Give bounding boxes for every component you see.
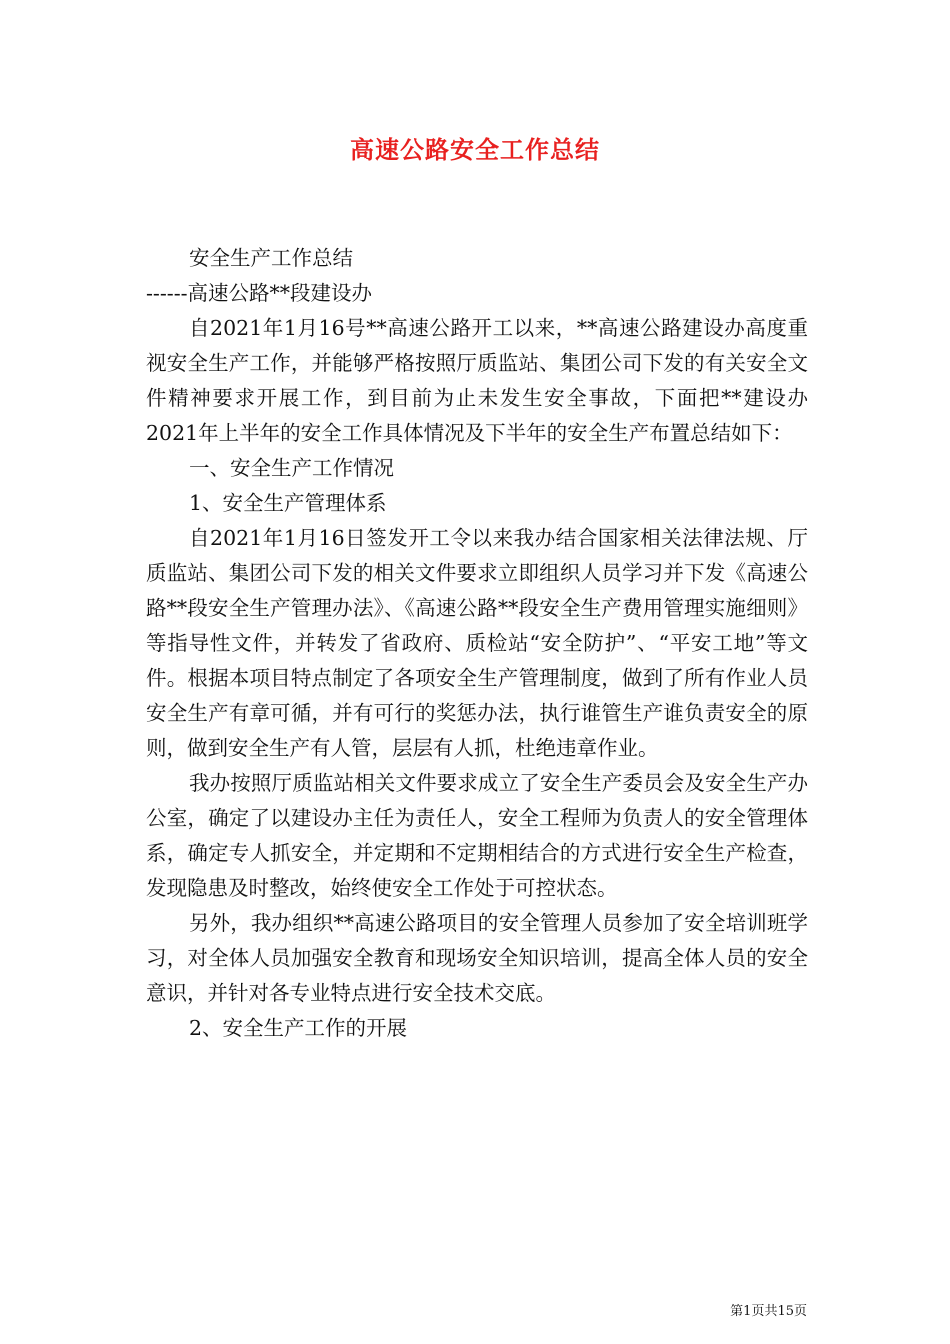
body-paragraph: 自2021年1月16日签发开工令以来我办结合国家相关法律法规、厅质监站、集团公司下发的相关文件要求立即组织人员学习并下发《高速公路**段安全生产管理办法》、《高速公路**段安全生产费用管理实施细则》等指导性文件，并转发了省政府、质检站“安全防护”、“平安工地”等文件。根据本项目特点制定了各项安全生产管理制度，做到了所有作业人员安全生产有章可循，并有可行的奖惩办法，执行谁管生产谁负责安全的原则，做到安全生产有人管，层层有人抓，杜绝违章作业。 (146, 526, 808, 760)
report-signature: ------高速公路**段建设办 (146, 281, 373, 305)
subsection-heading-1: 1、安全生产管理体系 (189, 491, 387, 515)
report-heading: 安全生产工作总结 (189, 246, 353, 270)
document-body (146, 241, 808, 1046)
page-number: 第1页共15页 (730, 1304, 807, 1319)
intro-paragraph: 自2021年1月16号**高速公路开工以来，**高速公路建设办高度重视安全生产工作，并能够严格按照厅质监站、集团公司下发的有关安全文件精神要求开展工作，到目前为止未发生安全事故，下面把**建设办2021年上半年的安全工作具体情况及下半年的安全生产布置总结如下： (146, 316, 808, 445)
document-title: 高速公路安全工作总结 (350, 136, 600, 164)
subsection-heading-2: 2、安全生产工作的开展 (189, 1016, 408, 1040)
section-heading-1: 一、安全生产工作情况 (189, 456, 394, 480)
body-paragraph: 我办按照厅质监站相关文件要求成立了安全生产委员会及安全生产办公室，确定了以建设办主任为责任人，安全工程师为负责人的安全管理体系，确定专人抓安全，并定期和不定期相结合的方式进行安全生产检查，发现隐患及时整改，始终使安全工作处于可控状态。 (146, 771, 808, 900)
body-paragraph: 另外，我办组织**高速公路项目的安全管理人员参加了安全培训班学习，对全体人员加强安全教育和现场安全知识培训，提高全体人员的安全意识，并针对各专业特点进行安全技术交底。 (146, 911, 808, 1005)
